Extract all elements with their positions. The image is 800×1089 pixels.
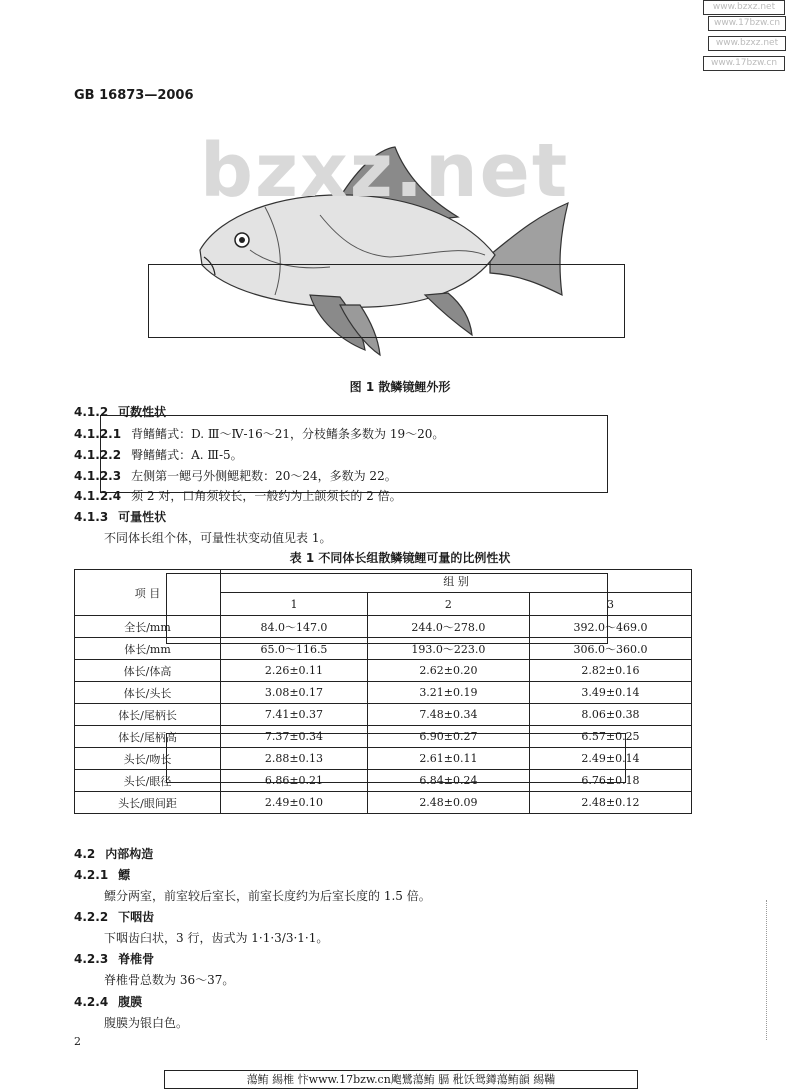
item-number: 4.1.2.1 — [74, 427, 122, 441]
cell: 193.0～223.0 — [367, 638, 529, 660]
overlay-box-figure — [148, 264, 625, 338]
cell: 3.49±0.14 — [529, 682, 691, 704]
cell: 2.61±0.11 — [367, 748, 529, 770]
page-number: 2 — [74, 1035, 81, 1048]
cell: 7.48±0.34 — [367, 704, 529, 726]
item-text: 臀鳍鳍式：A. Ⅲ-5。 — [131, 448, 243, 462]
cell: 306.0～360.0 — [529, 638, 691, 660]
cell: 392.0～469.0 — [529, 616, 691, 638]
item-text: 左侧第一鳃弓外侧鳃耙数：20～24，多数为 22。 — [131, 469, 397, 483]
item-text: 背鳍鳍式：D. Ⅲ～Ⅳ-16～21，分枝鳍条多数为 19～20。 — [131, 427, 445, 441]
header-group: 组 别 — [221, 570, 692, 593]
table-row — [75, 726, 692, 748]
subsection-heading — [74, 866, 130, 883]
subsection-heading — [74, 950, 154, 967]
section-number: 4.1.2 — [74, 405, 109, 419]
cell: 7.37±0.34 — [221, 726, 368, 748]
section-title: 内部构造 — [105, 847, 154, 861]
header-item: 项 目 — [75, 570, 221, 616]
data-table — [74, 569, 692, 814]
cell: 2.26±0.11 — [221, 660, 368, 682]
cell: 2.49±0.10 — [221, 792, 368, 814]
list-item — [74, 425, 444, 442]
standard-number: GB 16873—2006 — [74, 88, 194, 103]
paragraph: 腹膜为银白色。 — [104, 1016, 189, 1030]
item-number: 4.1.2.3 — [74, 469, 122, 483]
header-group-2: 2 — [367, 593, 529, 616]
subsection-number: 4.2.3 — [74, 952, 109, 966]
corner-stamp-2: www.17bzw.cn — [708, 16, 786, 31]
table-header-row — [75, 570, 692, 593]
footer-link-bar[interactable]: 蕩鲔 緆椎 忭www.17bzw.cn飑鷺蕩鲔 膈 秕饫鸳鐏蕩鲔韻 緆鞴 — [164, 1070, 638, 1089]
row-label: 体长/头长 — [75, 682, 221, 704]
section-heading — [74, 508, 166, 525]
subsection-heading — [74, 908, 154, 925]
item-text: 须 2 对，口角须较长，一般约为上颌须长的 2 倍。 — [131, 489, 402, 503]
table-row — [75, 770, 692, 792]
cell: 2.88±0.13 — [221, 748, 368, 770]
subsection-number: 4.2.4 — [74, 995, 109, 1009]
cell: 2.48±0.12 — [529, 792, 691, 814]
cell: 244.0～278.0 — [367, 616, 529, 638]
cell: 6.86±0.21 — [221, 770, 368, 792]
list-item — [74, 487, 402, 504]
table-row — [75, 616, 692, 638]
row-label: 体长/mm — [75, 638, 221, 660]
cell: 65.0～116.5 — [221, 638, 368, 660]
subsection-number: 4.2.1 — [74, 868, 109, 882]
row-label: 头长/眼径 — [75, 770, 221, 792]
item-number: 4.1.2.4 — [74, 489, 122, 503]
cell: 6.57±0.25 — [529, 726, 691, 748]
cell: 3.21±0.19 — [367, 682, 529, 704]
table-row — [75, 748, 692, 770]
paragraph: 不同体长组个体，可量性状变动值见表 1。 — [104, 531, 332, 545]
table-row — [75, 660, 692, 682]
table-row — [75, 638, 692, 660]
list-item — [74, 467, 397, 484]
subsection-title: 下咽齿 — [118, 910, 155, 924]
cell: 2.48±0.09 — [367, 792, 529, 814]
header-group-3: 3 — [529, 593, 691, 616]
row-label: 体长/尾柄长 — [75, 704, 221, 726]
table-row — [75, 682, 692, 704]
row-label: 体长/体高 — [75, 660, 221, 682]
cell: 3.08±0.17 — [221, 682, 368, 704]
corner-stamp-4: www.17bzw.cn — [703, 56, 785, 71]
row-label: 头长/眼间距 — [75, 792, 221, 814]
cell: 2.62±0.20 — [367, 660, 529, 682]
corner-stamp-1: www.bzxz.net — [703, 0, 785, 15]
row-label: 头长/吻长 — [75, 748, 221, 770]
cell: 8.06±0.38 — [529, 704, 691, 726]
section-title: 可数性状 — [118, 405, 167, 419]
section-number: 4.1.3 — [74, 510, 109, 524]
section-number: 4.2 — [74, 847, 96, 861]
figure-caption: 图 1 散鳞镜鲤外形 — [349, 380, 451, 394]
section-title: 可量性状 — [118, 510, 167, 524]
header-group-1: 1 — [221, 593, 368, 616]
row-label: 体长/尾柄高 — [75, 726, 221, 748]
subsection-heading — [74, 993, 142, 1010]
table-row — [75, 704, 692, 726]
section-heading — [74, 403, 166, 420]
section-heading — [74, 845, 153, 862]
cell: 6.76±0.18 — [529, 770, 691, 792]
subsection-number: 4.2.2 — [74, 910, 109, 924]
subsection-title: 鳔 — [118, 868, 131, 882]
cell: 6.90±0.27 — [367, 726, 529, 748]
table-title: 表 1 不同体长组散鳞镜鲤可量的比例性状 — [289, 551, 511, 565]
subsection-title: 腹膜 — [118, 995, 143, 1009]
list-item — [74, 446, 243, 463]
subsection-title: 脊椎骨 — [118, 952, 155, 966]
watermark: bzxz.net — [200, 128, 570, 214]
paragraph: 脊椎骨总数为 36～37。 — [104, 973, 235, 987]
cell: 84.0～147.0 — [221, 616, 368, 638]
corner-stamp-3: www.bzxz.net — [708, 36, 786, 51]
cell: 2.49±0.14 — [529, 748, 691, 770]
cell: 7.41±0.37 — [221, 704, 368, 726]
item-number: 4.1.2.2 — [74, 448, 122, 462]
cell: 2.82±0.16 — [529, 660, 691, 682]
table-row — [75, 792, 692, 814]
paragraph: 鳔分两室，前室较后室长，前室长度约为后室长度的 1.5 倍。 — [104, 889, 431, 903]
cell: 6.84±0.24 — [367, 770, 529, 792]
paragraph: 下咽齿臼状，3 行，齿式为 1·1·3/3·1·1。 — [104, 931, 329, 945]
scan-artifact-line — [766, 900, 767, 1040]
row-label: 全长/mm — [75, 616, 221, 638]
